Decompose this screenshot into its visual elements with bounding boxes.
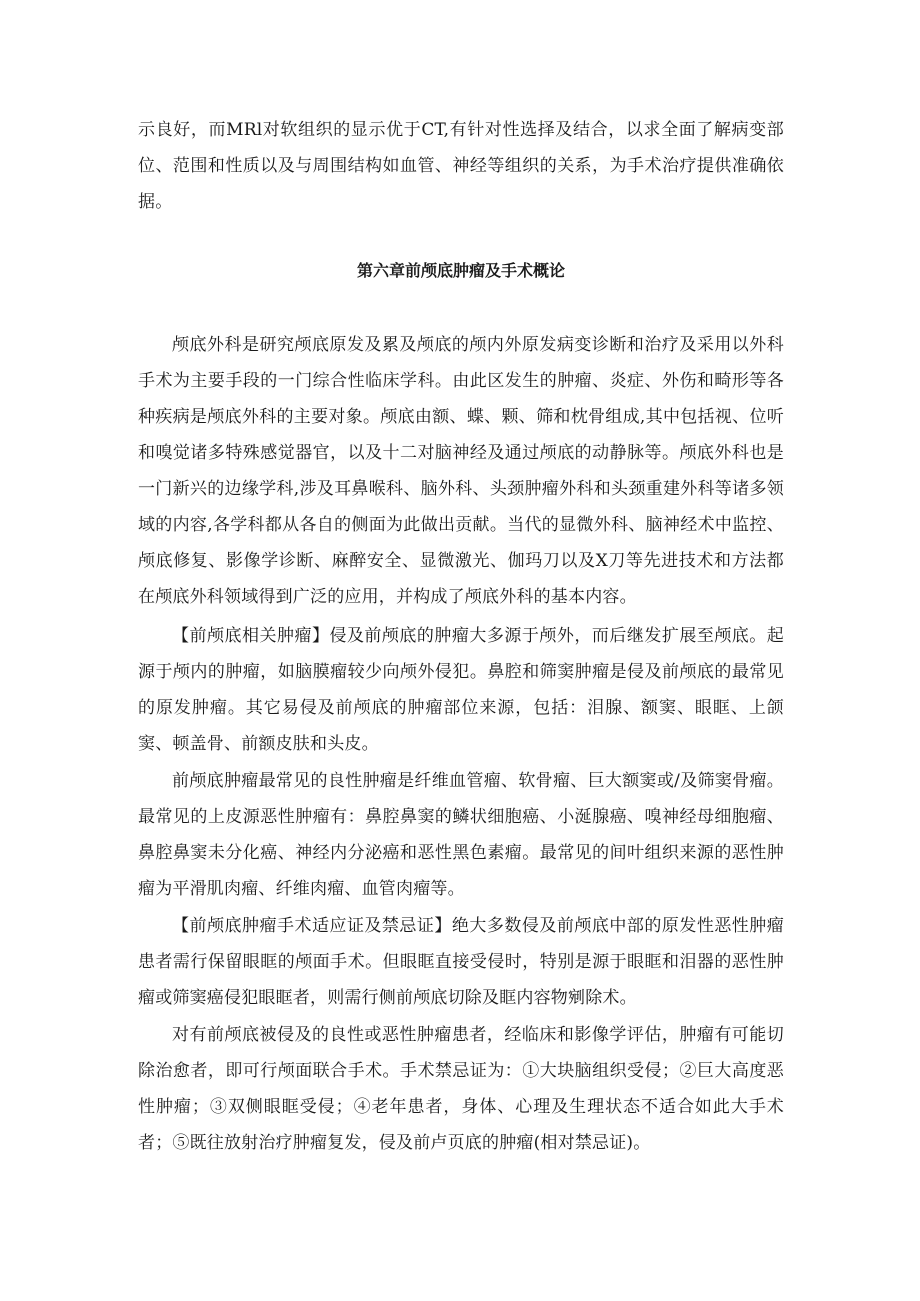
paragraph-contraindications: 对有前颅底被侵及的良性或恶性肿瘤患者，经临床和影像学评估，肿瘤有可能切除治愈者，即可行颅面联合手术。手术禁忌证为：①大块脑组织受侵；②巨大高度恶性肿瘤；③双侧眼眶受侵；④老年患者，身体、心理及生理状态不适合如此大手术者；⑤既往放射治疗肿瘤复发，侵及前卢页底的肿瘤(相对禁忌证)。 (138, 1025, 784, 1153)
paragraph-related-tumors: 【前颅底相关肿瘤】侵及前颅底的肿瘤大多源于颅外，而后继发扩展至颅底。起源于颅内的肿瘤，如脑膜瘤较少向颅外侵犯。鼻腔和筛窦肿瘤是侵及前颅底的最常见的原发肿瘤。其它易侵及前颅底的肿瘤部位来源，包括：泪腺、额窦、眼眶、上颌窦、顿盖骨、前额皮肤和头皮。 (138, 626, 784, 754)
paragraph-indications: 【前颅底肿瘤手术适应证及禁忌证】绝大多数侵及前颅底中部的原发性恶性肿瘤患者需行保留眼眶的颅面手术。但眼眶直接受侵时，特别是源于眼眶和泪器的恶性肿瘤或筛窦癌侵犯眼眶者，则需行侧前颅底切除及眶内容物剜除术。 (138, 916, 784, 1008)
intro-paragraph: 示良好，而MRl对软组织的显示优于CT,有针对性选择及结合，以求全面了解病变部位、范围和性质以及与周围结构如血管、神经等组织的关系，为手术治疗提供准确依据。 (138, 120, 784, 212)
chapter-title: 第六章前颅底肿瘤及手术概论 (356, 261, 565, 280)
paragraph-tumor-types: 前颅底肿瘤最常见的良性肿瘤是纤维血管瘤、软骨瘤、巨大额窦或/及筛窦骨瘤。最常见的上皮源恶性肿瘤有：鼻腔鼻窦的鳞状细胞癌、小涎腺癌、嗅神经母细胞瘤、鼻腔鼻窦未分化癌、神经内分泌癌和恶性黑色素瘤。最常见的间叶组织来源的恶性肿瘤为平滑肌肉瘤、纤维肉瘤、血管肉瘤等。 (138, 771, 784, 899)
paragraph-skull-base-surgery: 颅底外科是研究颅底原发及累及颅底的颅内外原发病变诊断和治疗及采用以外科手术为主要手段的一门综合性临床学科。由此区发生的肿瘤、炎症、外伤和畸形等各种疾病是颅底外科的主要对象。颅底由额、蝶、颗、筛和枕骨组成,其中包括视、位听和嗅觉诸多特殊感觉器官，以及十二对脑神经及通过颅底的动静脉等。颅底外科也是一门新兴的边缘学科,涉及耳鼻喉科、脑外科、头颈肿瘤外科和头颈重建外科等诸多领域的内容,各学科都从各自的侧面为此做出贡献。当代的显微外科、脑神经术中监控、颅底修复、影像学诊断、麻醉安全、显微激光、伽玛刀以及X刀等先进技术和方法都在颅底外科领域得到广泛的应用，并构成了颅底外科的基本内容。 (138, 335, 784, 607)
